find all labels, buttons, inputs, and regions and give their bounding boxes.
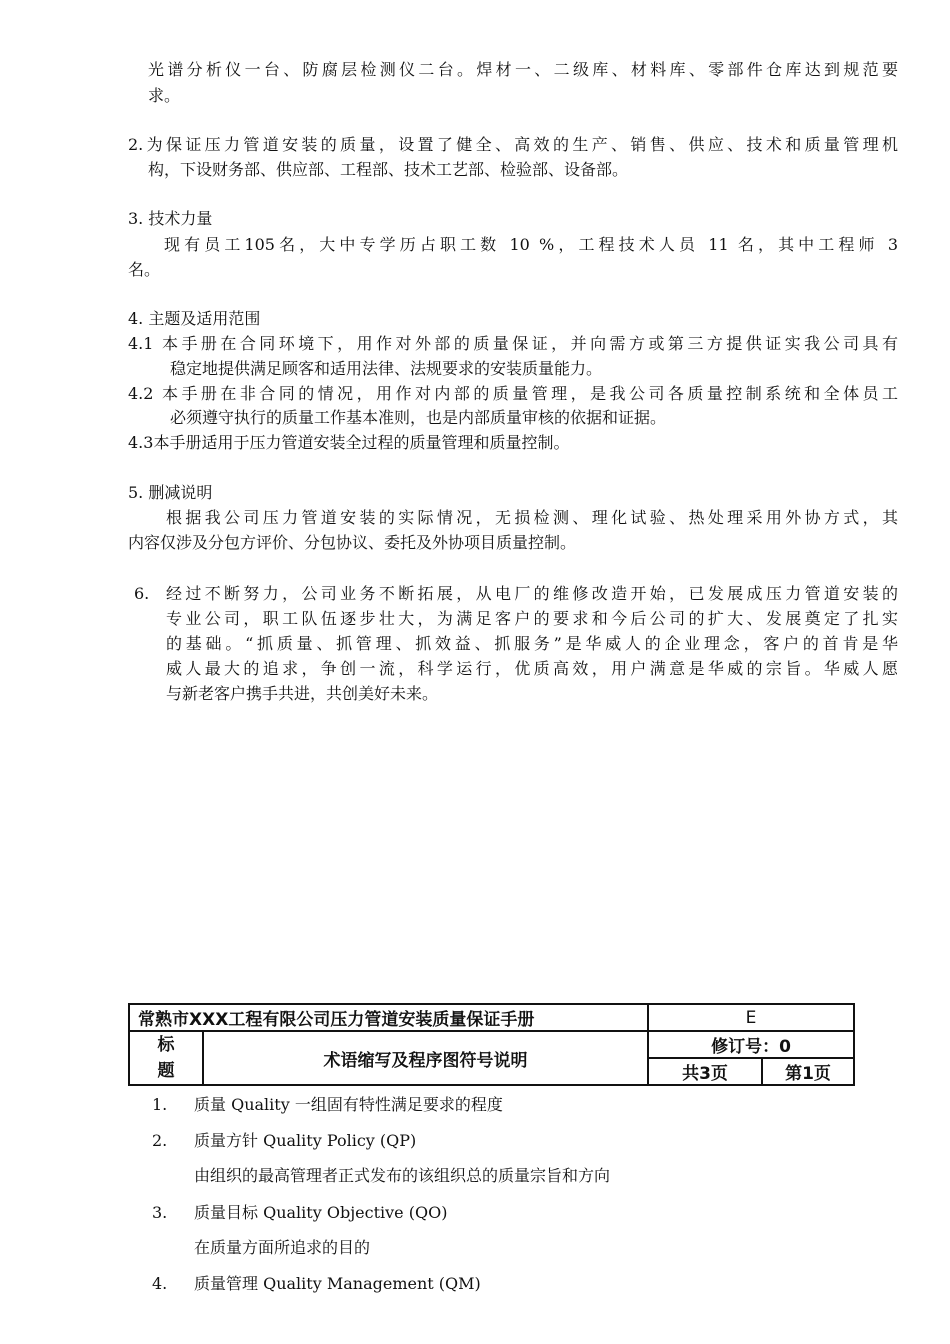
section-6-line-4: 威人最大的追求，争创一流，科学运行，优质高效，用户满意是华威的宗旨。华威人愿 <box>166 659 898 678</box>
term-3-number: 3. <box>152 1203 168 1222</box>
section-4-1-line-1: 4.1 本手册在合同环境下，用作对外部的质量保证，并向需方或第三方提供证实我公司具有 <box>128 334 898 353</box>
section-5-line-2: 内容仅涉及分包方评价、分包协议、委托及外协项目质量控制。 <box>128 533 577 552</box>
term-2-description: 由组织的最高管理者正式发布的该组织总的质量宗旨和方向 <box>194 1166 611 1185</box>
intro-line-1: 光谱分析仪一台、防腐层检测仪二台。焊材一、二级库、材料库、零部件仓库达到规范要 <box>148 60 898 79</box>
section-5-heading: 5. 删减说明 <box>128 483 213 502</box>
subject-title: 术语缩写及程序图符号说明 <box>203 1031 648 1085</box>
document-header-table <box>128 1003 855 1086</box>
section-4-heading: 4. 主题及适用范围 <box>128 309 261 328</box>
section-6-line-5: 与新老客户携手共进，共创美好未来。 <box>166 684 439 703</box>
term-3-description: 在质量方面所追求的目的 <box>194 1238 371 1257</box>
title-label-line-2: 题 <box>157 1061 175 1081</box>
term-1-text: 质量 Quality 一组固有特性满足要求的程度 <box>194 1095 503 1114</box>
section-2-line-1: 2.为保证压力管道安装的质量，设置了健全、高效的生产、销售、供应、技术和质量管理机 <box>128 135 898 154</box>
section-5-line-1: 根据我公司压力管道安装的实际情况，无损检测、理化试验、热处理采用外协方式，其 <box>166 508 898 527</box>
section-4-2-line-2: 必须遵守执行的质量工作基本准则，也是内部质量审核的依据和证据。 <box>170 408 667 427</box>
section-2-line-2: 构，下设财务部、供应部、工程部、技术工艺部、检验部、设备部。 <box>148 160 629 179</box>
section-6-number: 6. <box>134 584 150 603</box>
section-4-2-line-1: 4.2 本手册在非合同的情况，用作对内部的质量管理，是我公司各质量控制系统和全体员工 <box>128 384 898 403</box>
term-2-number: 2. <box>152 1131 168 1150</box>
title-label-line-1: 标 <box>157 1035 175 1055</box>
title-label <box>129 1031 203 1085</box>
section-6-line-3: 的基础。“抓质量、抓管理、抓效益、抓服务”是华威人的企业理念，客户的首肯是华 <box>166 634 898 653</box>
section-3-line-1: 现有员工105名，大中专学历占职工数 10 %，工程技术人员 11 名，其中工程师 3 <box>164 235 898 254</box>
document-code: E <box>648 1004 854 1031</box>
section-3-heading: 3. 技术力量 <box>128 209 213 228</box>
section-6-line-1: 经过不断努力，公司业务不断拓展，从电厂的维修改造开始，已发展成压力管道安装的 <box>166 584 898 603</box>
intro-line-2: 求。 <box>148 86 181 105</box>
term-4-text: 质量管理 Quality Management (QM) <box>194 1274 481 1293</box>
revision-number: 修订号：0 <box>648 1031 854 1058</box>
term-4-number: 4. <box>152 1274 168 1293</box>
term-3-text: 质量目标 Quality Objective (QO) <box>194 1203 448 1222</box>
total-pages: 共3页 <box>648 1058 762 1085</box>
section-6-line-2: 专业公司，职工队伍逐步壮大，为满足客户的要求和今后公司的扩大、发展奠定了扎实 <box>166 609 898 628</box>
term-1-number: 1. <box>152 1095 168 1114</box>
section-4-1-line-2: 稳定地提供满足顾客和适用法律、法规要求的安装质量能力。 <box>170 359 603 378</box>
company-title: 常熟市XXX工程有限公司压力管道安装质量保证手册 <box>129 1004 648 1031</box>
page-number: 第1页 <box>762 1058 854 1085</box>
section-3-line-2: 名。 <box>128 260 161 279</box>
section-4-3: 4.3本手册适用于压力管道安装全过程的质量管理和质量控制。 <box>128 433 570 452</box>
term-2-text: 质量方针 Quality Policy (QP) <box>194 1131 417 1150</box>
